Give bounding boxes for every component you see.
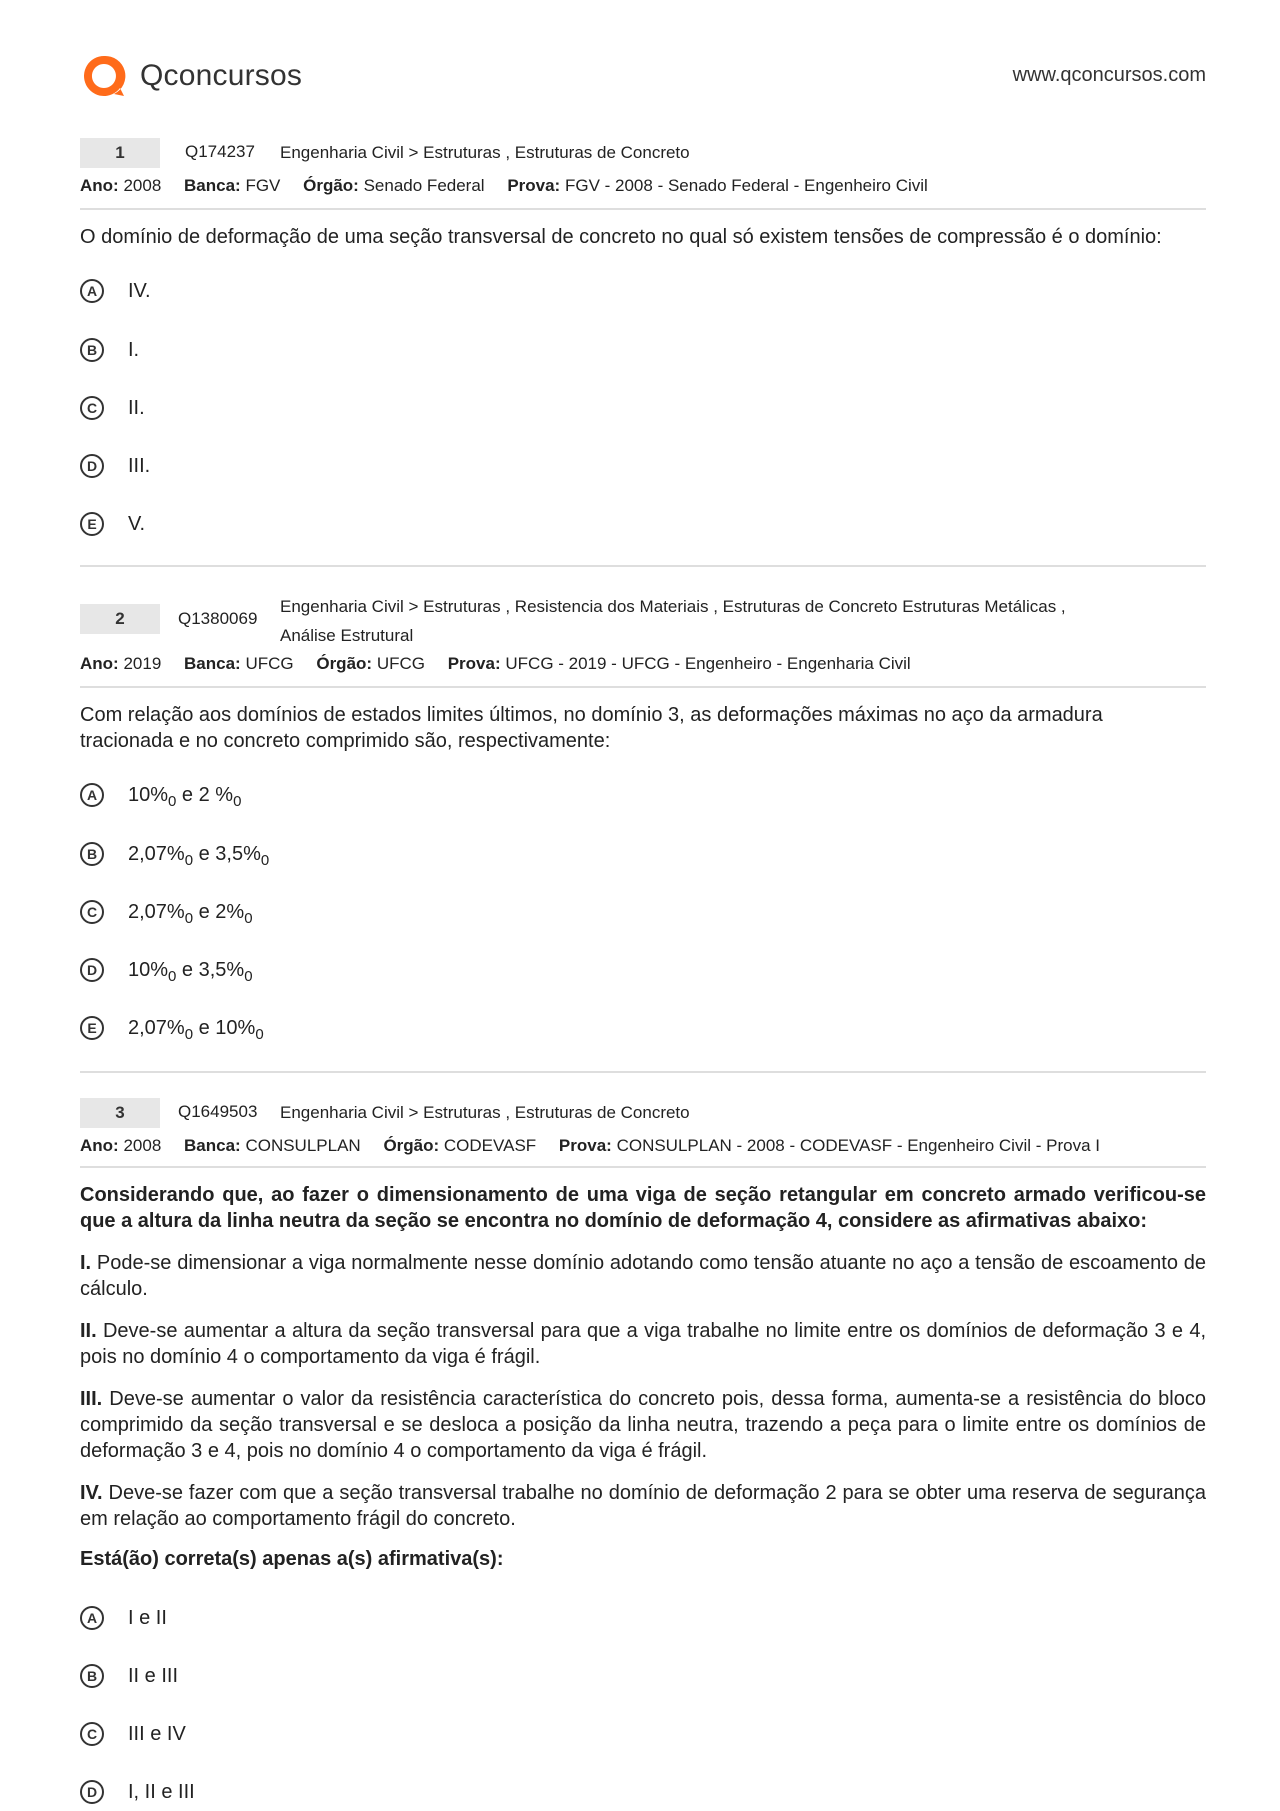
option-c[interactable] <box>80 393 145 423</box>
option-e[interactable] <box>80 1013 264 1043</box>
question-category: Engenharia Civil > Estruturas , Estruturas de Concreto <box>280 143 690 162</box>
header <box>80 52 1206 104</box>
option-text[interactable]: I, II e III <box>128 1780 195 1803</box>
option-letter[interactable]: C <box>80 900 104 924</box>
statement-item-2: II. Deve-se aumentar a altura da seção transversal para que a viga trabalhe no limite entre os domínios de deformação 3 e 4, pois no domínio 4 o comportamento da viga é frágil. <box>80 1320 1206 1368</box>
option-b[interactable] <box>80 839 269 869</box>
brand-name: Qconcursos <box>140 59 303 92</box>
option-c[interactable] <box>80 897 253 927</box>
option-text[interactable]: I. <box>128 338 140 361</box>
option-a[interactable] <box>80 276 151 306</box>
statement-item-4: IV. Deve-se fazer com que a seção transversal trabalhe no domínio de deformação 2 para se obter uma reserva de segurança em relação ao comportamento frágil do concreto. <box>80 1482 1206 1530</box>
option-text[interactable]: II. <box>128 396 145 419</box>
divider <box>80 565 1206 567</box>
option-letter[interactable]: C <box>80 396 104 420</box>
question-number: 2 <box>80 604 160 634</box>
question-id[interactable]: Q1649503 <box>178 1102 258 1121</box>
question-id[interactable]: Q174237 <box>185 142 255 161</box>
option-letter[interactable]: A <box>80 1606 104 1630</box>
question-statement: Com relação aos domínios de estados limites últimos, no domínio 3, as deformações máximas no aço da armadura tracionada e no concreto comprimido são, respectivamente: <box>80 704 1103 752</box>
question-id[interactable]: Q1380069 <box>178 609 258 628</box>
option-d[interactable] <box>80 955 253 985</box>
question-number: 1 <box>80 138 160 168</box>
question-category: Engenharia Civil > Estruturas , Resistencia dos Materiais , Estruturas de Concreto Estruturas Metálicas , Análise Estrutural <box>280 597 1066 645</box>
option-text[interactable]: IV. <box>128 279 151 302</box>
question-statement: O domínio de deformação de uma seção transversal de concreto no qual só existem tensões de compressão é o domínio: <box>80 226 1162 248</box>
divider <box>80 1071 1206 1073</box>
option-e[interactable] <box>80 509 145 539</box>
option-letter[interactable]: A <box>80 783 104 807</box>
option-letter[interactable]: B <box>80 338 104 362</box>
option-letter[interactable]: B <box>80 1664 104 1688</box>
option-text[interactable]: II e III <box>128 1664 179 1687</box>
divider <box>80 686 1206 688</box>
statement-item-3: III. Deve-se aumentar o valor da resistência característica do concreto pois, dessa forma, aumenta-se a resistência do bloco comprimido da seção transversal e se desloca a posição da linha neutra, trazendo a peça para o limite entre os domínios de deformação 3 e 4, pois no domínio 4 o comportamento da viga é frágil. <box>80 1388 1206 1462</box>
option-a[interactable] <box>80 1603 167 1633</box>
option-letter[interactable]: D <box>80 958 104 982</box>
site-url[interactable]: www.qconcursos.com <box>1012 64 1206 86</box>
option-d[interactable] <box>80 451 150 481</box>
question-intro: Considerando que, ao fazer o dimensionamento de uma viga de seção retangular em concreto armado verificou-se que a altura da linha neutra da seção se encontra no domínio de deformação 4, considere as afirmativas abaixo: <box>80 1184 1206 1232</box>
option-letter[interactable]: B <box>80 842 104 866</box>
option-text[interactable]: $10\%_0$ e 2 $\%_0$ <box>128 783 242 810</box>
qconcursos-logo-icon <box>80 52 128 100</box>
option-letter[interactable]: A <box>80 279 104 303</box>
question-info: Ano: 2008 Banca: CONSULPLAN Órgão: CODEVASF Prova: CONSULPLAN - 2008 - CODEVASF - Engenheiro Civil - Prova I <box>80 1136 1100 1155</box>
option-text[interactable]: $10\%_0$ e $3,5\%_0$ <box>128 958 253 985</box>
statement-item-1: I. Pode-se dimensionar a viga normalmente nesse domínio adotando como tensão atuante no aço a tensão de escoamento de cálculo. <box>80 1252 1206 1300</box>
option-text[interactable]: $2,07\%_0$ e $3,5\%_0$ <box>128 842 270 869</box>
option-text[interactable]: $2,07\%_0$ e $10\%_0$ <box>128 1016 264 1043</box>
option-c[interactable] <box>80 1719 186 1749</box>
option-d[interactable] <box>80 1777 195 1807</box>
option-b[interactable] <box>80 335 139 365</box>
option-text[interactable]: V. <box>128 512 146 535</box>
question-prompt: Está(ão) correta(s) apenas a(s) afirmativa(s): <box>80 1548 504 1570</box>
option-letter[interactable]: D <box>80 1780 104 1804</box>
option-b[interactable] <box>80 1661 178 1691</box>
divider <box>80 1166 1206 1168</box>
option-a[interactable] <box>80 780 241 810</box>
question-number: 3 <box>80 1098 160 1128</box>
option-text[interactable]: III e IV <box>128 1722 186 1745</box>
option-letter[interactable]: C <box>80 1722 104 1746</box>
option-letter[interactable]: E <box>80 512 104 536</box>
option-text[interactable]: III. <box>128 454 151 477</box>
option-text[interactable]: $2,07\%_0$ e $2\%_0$ <box>128 900 253 927</box>
question-category: Engenharia Civil > Estruturas , Estruturas de Concreto <box>280 1103 690 1122</box>
option-letter[interactable]: E <box>80 1016 104 1040</box>
option-letter[interactable]: D <box>80 454 104 478</box>
question-info: Ano: 2019 Banca: UFCG Órgão: UFCG Prova: UFCG - 2019 - UFCG - Engenheiro - Engenharia Civil <box>80 654 911 673</box>
divider <box>80 208 1206 210</box>
logo[interactable] <box>80 52 302 100</box>
question-info: Ano: 2008 Banca: FGV Órgão: Senado Federal Prova: FGV - 2008 - Senado Federal - Engenheiro Civil <box>80 176 928 195</box>
option-text[interactable]: I e II <box>128 1606 167 1629</box>
